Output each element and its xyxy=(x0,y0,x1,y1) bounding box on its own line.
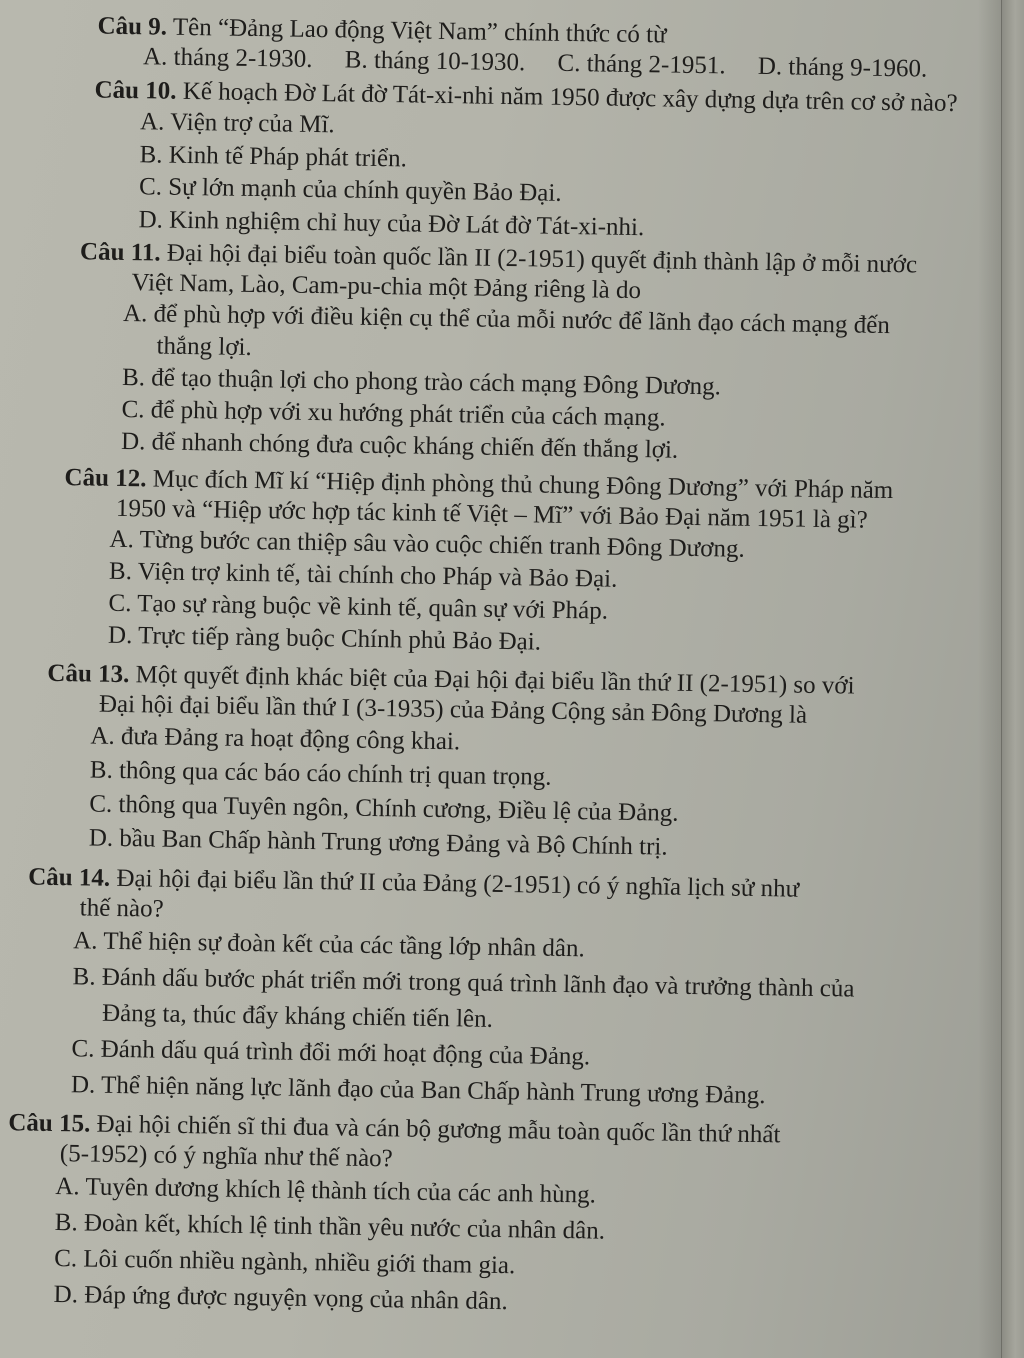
question-11-text-line1: Đại hội đại biểu toàn quốc lần II (2-1951) quyết định thành lập ở mỗi nước xyxy=(166,239,918,279)
question-14-text-line1: Đại hội đại biểu lần thứ II của Đảng (2-1951) có ý nghĩa lịch sử như xyxy=(116,864,800,903)
question-10-label: Câu 10. xyxy=(94,76,177,105)
question-11-text-line2: Việt Nam, Lào, Cam-pu-chia một Đảng riêng là do xyxy=(131,269,642,305)
option-d: D. Đáp ứng được nguyện vọng của nhân dân. xyxy=(53,1281,508,1316)
option-a-continued: thắng lợi. xyxy=(156,332,252,361)
option-c: C. để phù hợp với xu hướng phát triển của cách mạng. xyxy=(121,395,666,432)
option-b: B. để tạo thuận lợi cho phong trào cách mạng Đông Dương. xyxy=(121,363,722,401)
question-11-options xyxy=(77,297,979,471)
question-14-label: Câu 14. xyxy=(28,863,111,892)
question-13-text-line2: Đại hội đại biểu lần thứ I (3-1935) của Đảng Cộng sản Đông Dương là xyxy=(98,690,808,729)
question-10 xyxy=(92,75,974,249)
question-15-options xyxy=(5,1168,967,1327)
question-13 xyxy=(45,659,968,869)
question-12-options xyxy=(62,523,974,665)
option-d: D. tháng 9-1960. xyxy=(757,52,928,83)
option-b: B. Kinh tế Pháp phát triển. xyxy=(139,140,408,172)
question-10-text: Kế hoạch Đờ Lát đờ Tát-xi-nhi năm 1950 được xây dựng dựa trên cơ sở nào? xyxy=(182,77,958,118)
question-15 xyxy=(5,1108,968,1327)
option-a: A. Tuyên dương khích lệ thành tích của các anh hùng. xyxy=(55,1173,597,1209)
question-11 xyxy=(77,237,980,471)
question-10-options xyxy=(92,105,974,249)
option-a: A. Thể hiện sự đoàn kết của các tầng lớp nhân dân. xyxy=(73,927,585,963)
question-15-text-line2: (5-1952) có ý nghĩa như thế nào? xyxy=(59,1140,393,1173)
option-d: D. để nhanh chóng đưa cuộc kháng chiến đến thắng lợi. xyxy=(120,427,679,464)
adjacent-page-edge xyxy=(1001,0,1024,1358)
option-b: B. Đánh dấu bước phát triển mới trong quá trình lãnh đạo và trưởng thành của xyxy=(72,963,855,1003)
option-b: B. tháng 10-1930. xyxy=(344,46,526,77)
option-c: C. Tạo sự ràng buộc về kinh tế, quân sự với Pháp. xyxy=(108,589,609,625)
question-11-label: Câu 11. xyxy=(79,238,161,267)
option-a: A. để phù hợp với điều kiện cụ thể của mỗi nước để lãnh đạo cách mạng đến xyxy=(122,299,891,340)
question-9-text: Tên “Đảng Lao động Việt Nam” chính thức có từ xyxy=(172,13,667,49)
option-b: B. Đoàn kết, khích lệ tinh thần yêu nước của nhân dân. xyxy=(54,1209,606,1245)
question-9-label: Câu 9. xyxy=(97,12,168,41)
question-12-text-line2: 1950 và “Hiệp ước hợp tác kinh tế Việt – Mĩ” với Bảo Đại năm 1951 là gì? xyxy=(115,494,868,534)
question-13-label: Câu 13. xyxy=(47,659,130,689)
question-15-text-line1: Đại hội chiến sĩ thi đua và cán bộ gương mẫu toàn quốc lần thứ nhất xyxy=(96,1110,781,1149)
option-c: C. Lôi cuốn nhiều ngành, nhiều giới tham gia. xyxy=(54,1245,516,1280)
option-d: D. Thể hiện năng lực lãnh đạo của Ban Chấp hành Trung ương Đảng. xyxy=(70,1071,766,1110)
option-d: D. Kinh nghiệm chỉ huy của Đờ Lát đờ Tát-xi-nhi. xyxy=(138,205,645,241)
question-12-label: Câu 12. xyxy=(64,464,147,493)
option-b: B. Viện trợ kinh tế, tài chính cho Pháp và Bảo Đại. xyxy=(108,557,618,593)
question-14-options xyxy=(25,923,968,1118)
option-d: D. Trực tiếp ràng buộc Chính phủ Bảo Đại. xyxy=(107,621,542,656)
option-c: C. Đánh dấu quá trình đổi mới hoạt động của Đảng. xyxy=(71,1035,591,1071)
question-13-options xyxy=(45,719,967,869)
question-12 xyxy=(62,463,975,665)
option-c: C. tháng 2-1951. xyxy=(557,49,726,80)
option-d: D. bầu Ban Chấp hành Trung ương Đảng và Bộ Chính trị. xyxy=(88,824,668,861)
option-a: A. Từng bước can thiệp sâu vào cuộc chiến tranh Đông Dương. xyxy=(109,525,745,563)
question-13-text-line1: Một quyết định khác biệt của Đại hội đại biểu lần thứ II (2-1951) so với xyxy=(135,661,855,700)
question-14-text-line2: thế nào? xyxy=(79,894,164,923)
option-a: A. đưa Đảng ra hoạt động công khai. xyxy=(90,722,461,756)
question-15-label: Câu 15. xyxy=(8,1109,91,1138)
question-14 xyxy=(25,863,969,1118)
option-c: C. thông qua Tuyên ngôn, Chính cương, Điều lệ của Đảng. xyxy=(89,790,679,827)
option-c: C. Sự lớn mạnh của chính quyền Bảo Đại. xyxy=(138,173,562,207)
option-b-continued: Đảng ta, thúc đẩy kháng chiến tiến lên. xyxy=(101,999,494,1033)
option-a: A. Viện trợ của Mĩ. xyxy=(139,108,335,139)
question-12-text-line1: Mục đích Mĩ kí “Hiệp định phòng thủ chung Đông Dương” với Pháp năm xyxy=(152,465,894,505)
question-9 xyxy=(97,12,978,86)
option-a: A. tháng 2-1930. xyxy=(142,43,313,73)
option-b: B. thông qua các báo cáo chính trị quan trọng. xyxy=(89,756,552,791)
